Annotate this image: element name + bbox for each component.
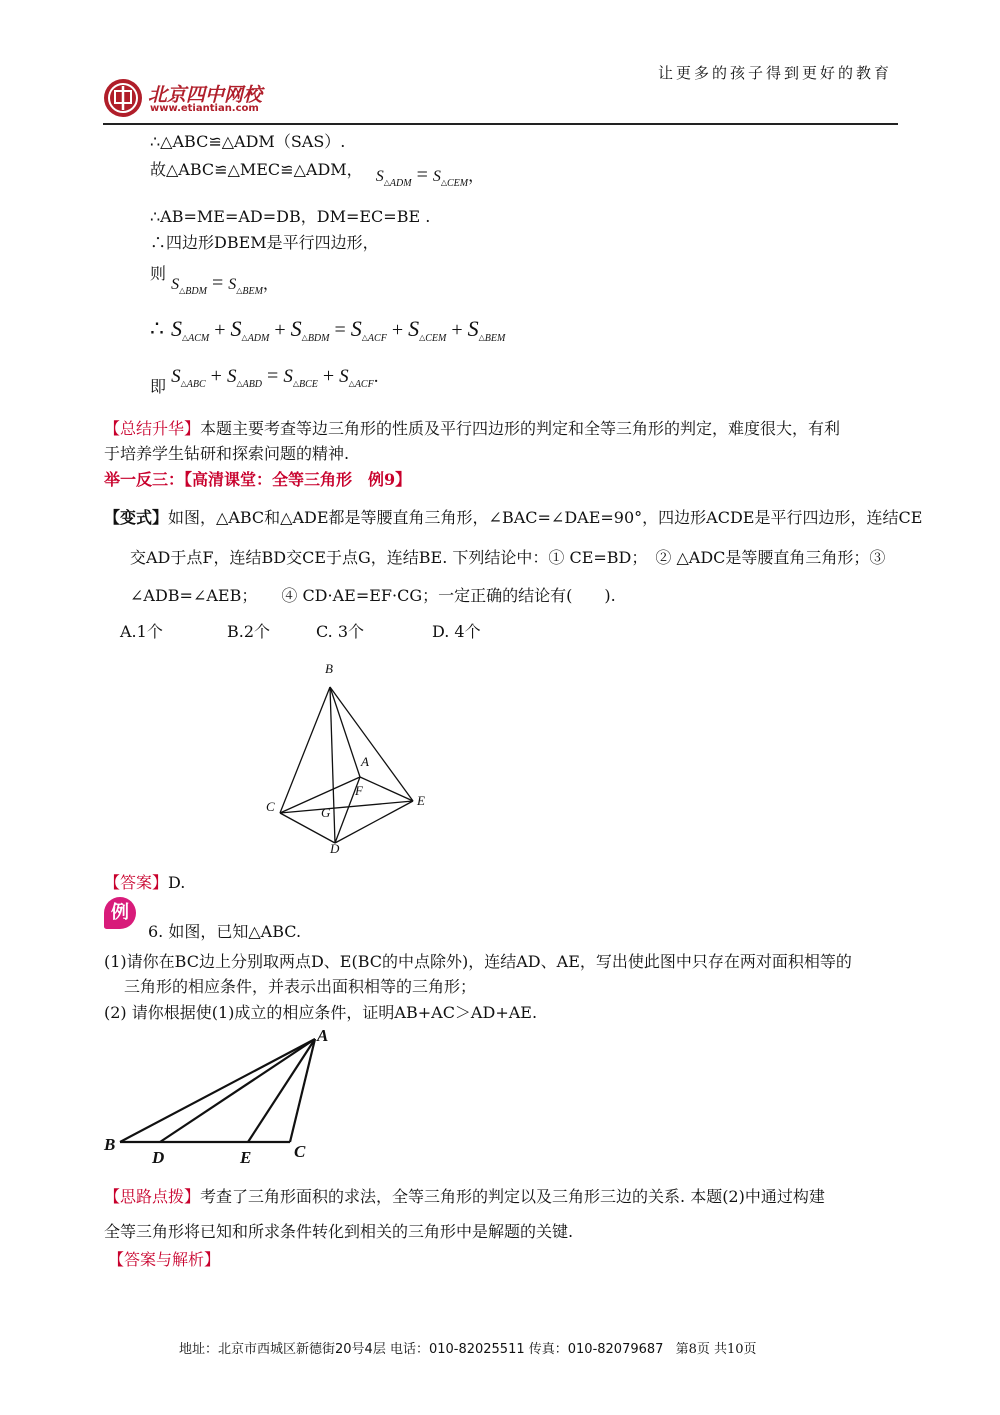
label-D: D [330,841,340,855]
segment-BA [330,687,360,777]
example-badge: 例 [104,897,136,929]
segment-AB [120,1039,315,1142]
logo-name: 北京四中网校 [148,84,263,106]
label-G: G [321,805,331,820]
proof-line-5-label: 则 [150,264,167,283]
variant-line-2: 交AD于点F，连结BD交CE于点G，连结BE. 下列结论中：① CE=BD； ② △ADC是等腰直角三角形；③ [130,548,886,567]
question-1-line-2: 三角形的相应条件，并表示出面积相等的三角形； [124,977,477,996]
footer-page: 第8页 共10页 [675,1342,757,1357]
variant-text-1: 如图，△ABC和△ADE都是等腰直角三角形，∠BAC=∠DAE=90°，四边形ACDE是平行四边形，连结CE [168,508,923,527]
variant-line-3: ∠ADB=∠AEB； ④ CD·AE=EF·CG；一定正确的结论有( ). [130,586,616,605]
proof-line-7 [150,365,379,396]
label-E: E [417,793,425,808]
header-divider [103,123,898,125]
hint-line-1 [104,1186,825,1208]
footer-address: 地址：北京市西城区新德街20号4层 电话：010-82025511 传真：010-82079687 [179,1342,664,1357]
variant-tag: 【变式】 [104,508,169,527]
proof-line-6-label: ∴ [150,317,164,342]
answer-1-tag: 【答案】 [104,873,169,892]
label-A: A [361,754,369,769]
proof-line-5 [150,262,279,297]
label-C: C [294,1142,306,1161]
figure-parallelogram-triangles [255,655,445,855]
logo-url: www.etiantian.com [150,103,259,114]
area-equation-1: $S_{\triangle ADM} = S_{\triangle CEM}$， [375,164,485,189]
question-2: (2) 请你根据使(1)成立的相应条件，证明AB+AC＞AD+AE. [104,1003,538,1022]
proof-line-1: ∴△ABC≌△ADM（SAS）. [150,132,346,151]
proof-line-6 [150,318,505,345]
label-D: D [152,1148,165,1167]
answer-1-text: D. [168,873,186,892]
label-F: F [355,783,363,798]
figure-triangle-abc [100,1025,340,1170]
answer-2-tag: 【答案与解析】 [108,1250,221,1269]
segment-BD [330,687,335,843]
page-header [0,0,1000,130]
variant-title: 举一反三：【高清课堂：全等三角形 例9】 [104,470,412,489]
label-B: B [104,1135,116,1154]
area-sum-equation: $S\triangle_{ACM}$ + $S\triangle_{ADM}$ + $S\triangle_{BDM}$ = $S\triangle_{ACF}$ + $S\triangle_{CEM}$ + $S\triangle_{BEM}$ [171,316,506,344]
hint-text-2: 全等三角形将已知和所求条件转化到相关的三角形中是解题的关键. [104,1222,574,1241]
summary-text-2: 于培养学生钻研和探索问题的精神. [104,444,350,463]
segment-BE [330,687,413,801]
proof-line-2 [150,158,485,189]
option-d: D. 4个 [432,622,481,641]
segment-AD [160,1039,315,1142]
summary-line-1 [104,418,840,440]
example-title: 6. 如图，已知△ABC. [148,922,302,941]
option-b: B.2个 [227,622,271,641]
segment-AE [248,1039,315,1142]
label-B: B [325,661,333,676]
option-a: A.1个 [120,622,163,641]
summary-text-1: 本题主要考查等边三角形的性质及平行四边形的判定和全等三角形的判定，难度很大，有利 [200,419,841,438]
area-final-equation: $S_{\triangle ABC} + S_{\triangle ABD} = S_{\triangle BCE} + S_{\triangle ACF}$. [171,365,379,390]
footer [179,1338,757,1357]
label-E: E [240,1148,252,1167]
answer-1 [104,872,185,894]
option-c: C. 3个 [316,622,365,641]
proof-line-7-label: 即 [150,377,167,396]
question-1-line-1: (1)请你在BC边上分别取两点D、E(BC的中点除外)，连结AD、AE，写出使此图中只存在两对面积相等的 [104,952,852,971]
hint-text-1: 考查了三角形面积的求法，全等三角形的判定以及三角形三边的关系. 本题(2)中通过构建 [200,1187,825,1206]
proof-line-4: ∴四边形DBEM是平行四边形， [150,233,379,252]
label-A: A [317,1026,329,1045]
logo-emblem-icon [103,78,143,118]
segment-AC [290,1039,315,1142]
header-slogan: 让更多的孩子得到更好的教育 [658,64,893,82]
area-equation-2: $S_{\triangle BDM} = S_{\triangle BEM}$， [171,272,279,297]
proof-line-2-text: 故△ABC≌△MEC≌△ADM， [150,160,363,179]
proof-line-3: ∴AB=ME=AD=DB，DM=EC=BE . [150,207,431,226]
label-C: C [266,799,275,814]
hint-tag: 【思路点拨】 [104,1187,201,1206]
variant-line-1 [104,507,922,529]
summary-tag: 【总结升华】 [104,419,201,438]
